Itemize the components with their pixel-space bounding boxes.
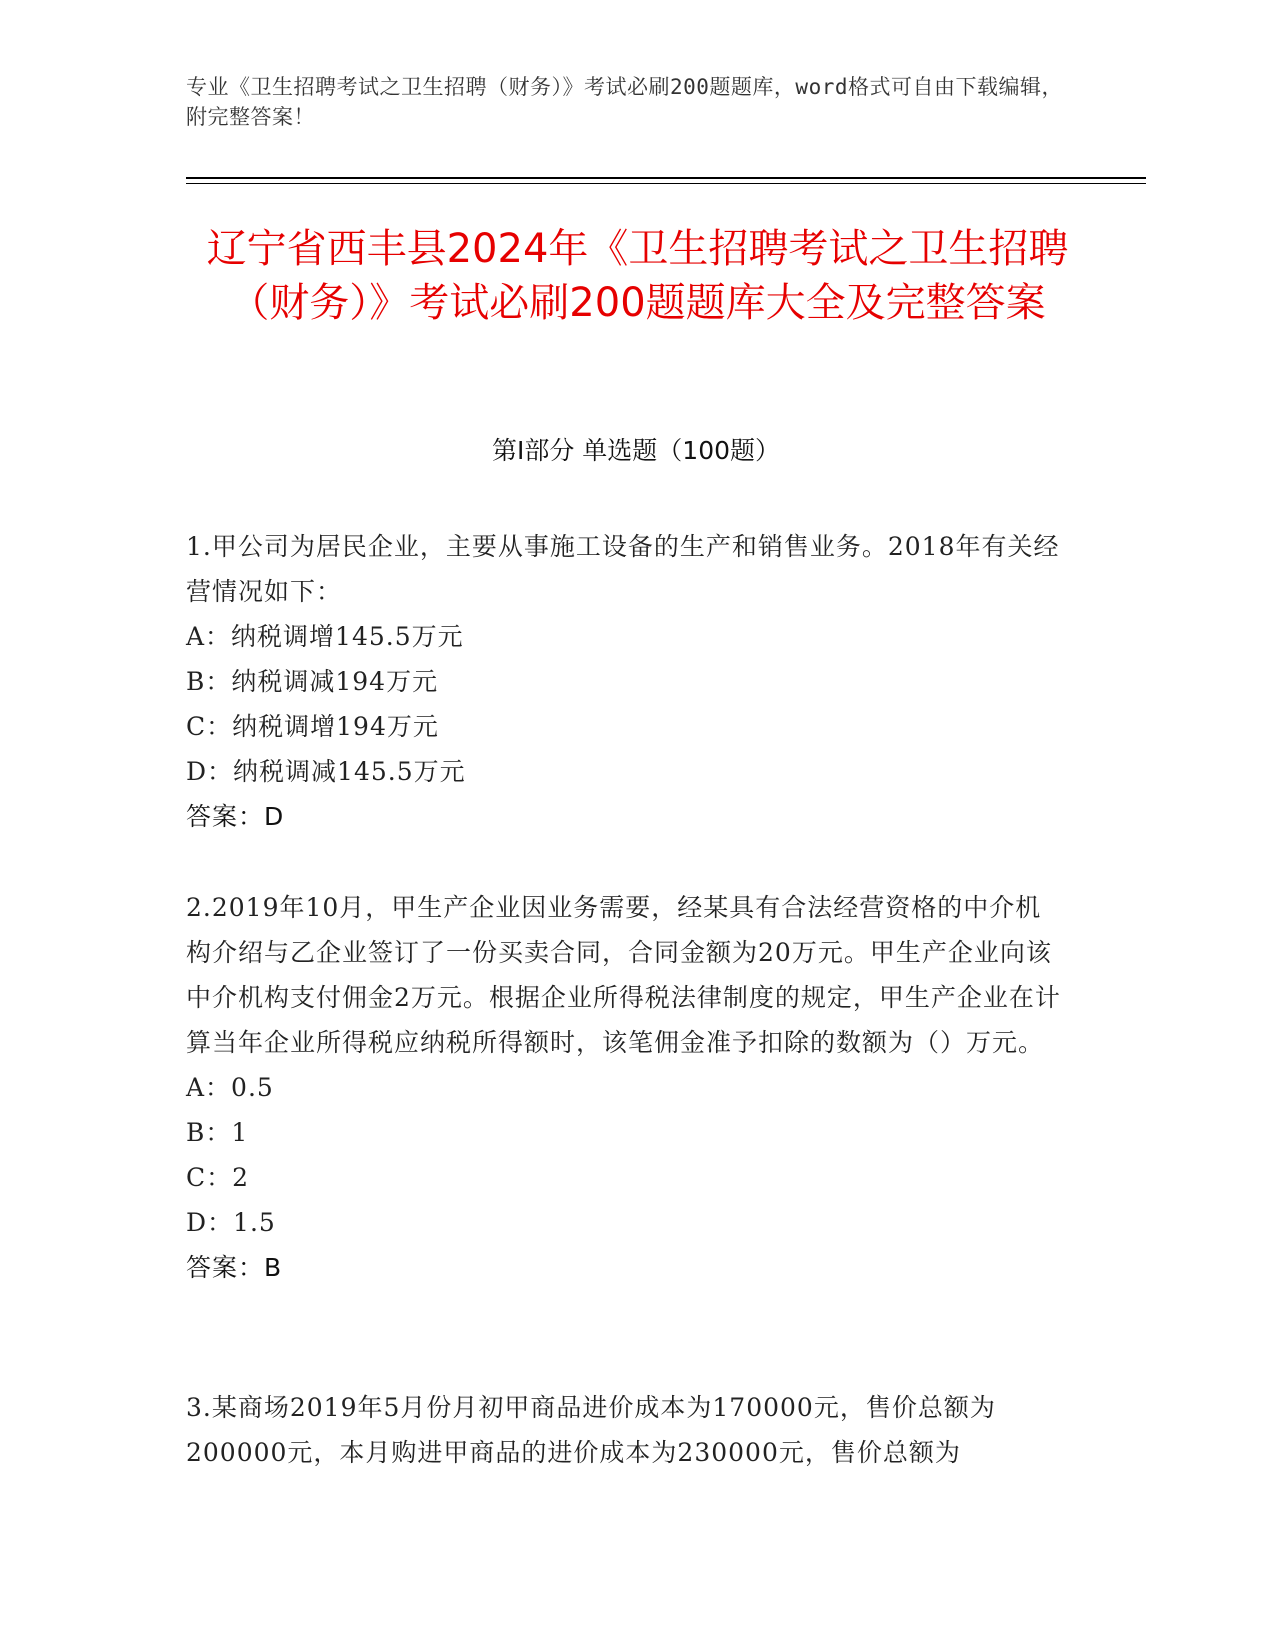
question-3 [186, 1385, 1066, 1475]
question-1 [186, 524, 1066, 839]
option-b: B：纳税调减194万元 [186, 667, 439, 696]
document-title: 辽宁省西丰县2024年《卫生招聘考试之卫生招聘（财务）》考试必刷200题题库大全及完整答案 [206, 226, 1069, 326]
answer: 答案：D [186, 802, 285, 831]
option-c: C：纳税调增194万元 [186, 712, 439, 741]
header-divider-thin [186, 183, 1146, 184]
option-d: D：1.5 [186, 1208, 276, 1237]
question-2 [186, 885, 1066, 1290]
option-b: B：1 [186, 1118, 249, 1147]
question-stem: 2.2019年10月，甲生产企业因业务需要，经某具有合法经营资格的中介机构介绍与乙企业签订了一份买卖合同，合同金额为20万元。甲生产企业向该中介机构支付佣金2万元。根据企业所得税法律制度的规定，甲生产企业在计算当年企业所得税应纳税所得额时，该笔佣金准予扣除的数额为（）万元。 [186, 893, 1061, 1057]
answer: 答案：B [186, 1253, 283, 1282]
header-divider-thick [186, 177, 1146, 179]
option-a: A：0.5 [186, 1073, 274, 1102]
section-heading: 第Ⅰ部分 单选题（100题） [491, 436, 781, 465]
option-a: A：纳税调增145.5万元 [186, 622, 464, 651]
option-d: D：纳税调减145.5万元 [186, 757, 466, 786]
question-stem: 1.甲公司为居民企业，主要从事施工设备的生产和销售业务。2018年有关经营情况如下： [186, 532, 1060, 606]
question-stem: 3.某商场2019年5月份月初甲商品进价成本为170000元，售价总额为200000元，本月购进甲商品的进价成本为230000元，售价总额为 [186, 1393, 996, 1467]
option-c: C：2 [186, 1163, 250, 1192]
header-note: 专业《卫生招聘考试之卫生招聘（财务）》考试必刷200题题库，word格式可自由下载编辑，附完整答案！ [186, 75, 1063, 129]
